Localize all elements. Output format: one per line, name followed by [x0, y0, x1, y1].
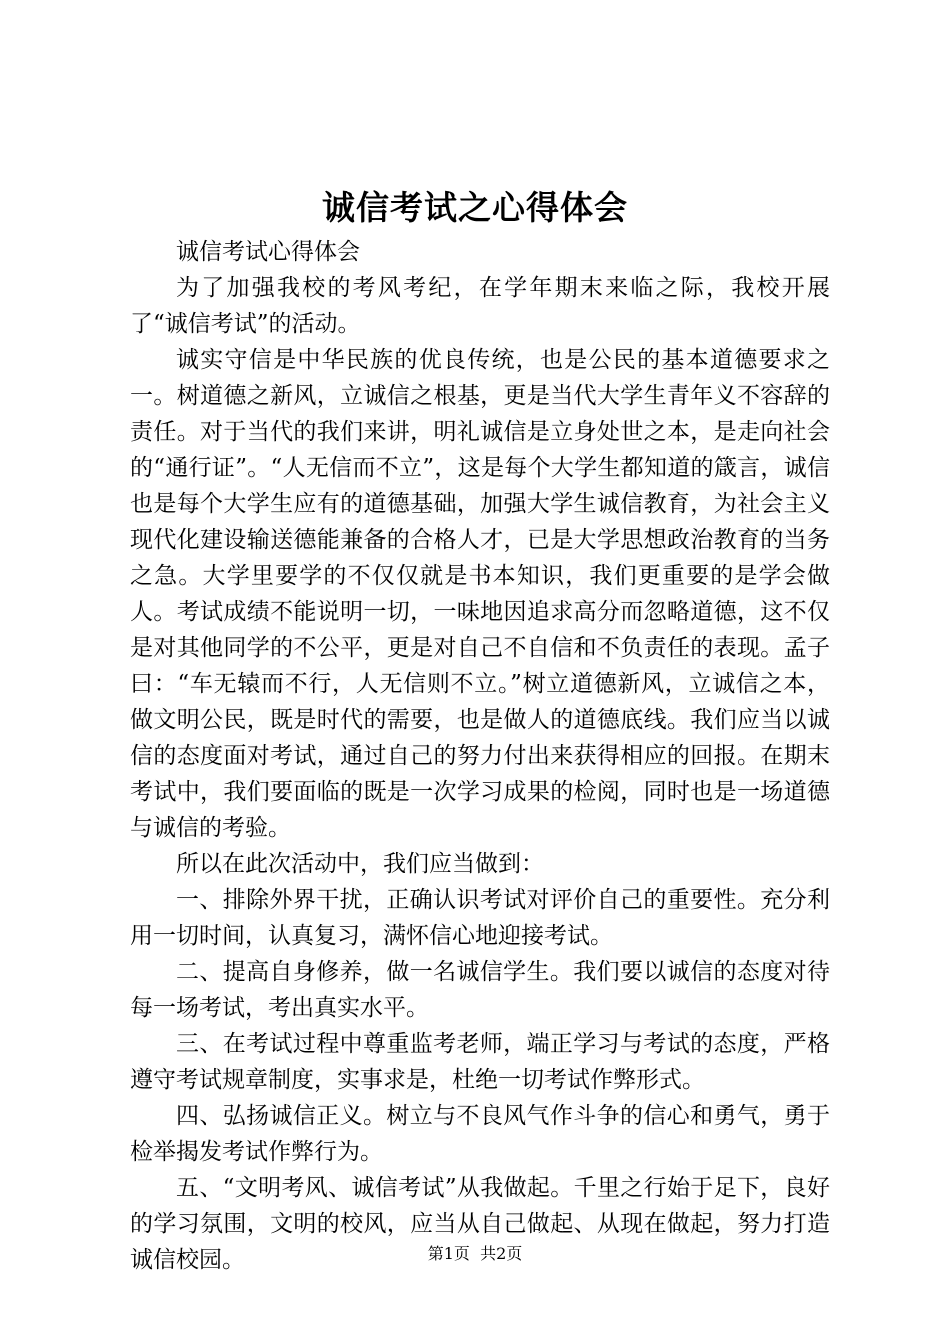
subtitle-paragraph: 诚信考试心得体会 [176, 239, 360, 265]
list-item-5: 五、“文明考风、诚信考试”从我做起。千里之行始于足下，良好的学习氛围，文明的校风，应当从自己做起、从现在做起，努力打造诚信校园。 [130, 1175, 830, 1273]
page-number: 第1页 [427, 1244, 470, 1263]
list-item-4: 四、弘扬诚信正义。树立与不良风气作斗争的信心和勇气，勇于检举揭发考试作弊行为。 [130, 1103, 830, 1165]
intro-paragraph: 为了加强我校的考风考纪，在学年期末来临之际，我校开展了“诚信考试”的活动。 [130, 275, 830, 337]
list-item-3: 三、在考试过程中尊重监考老师，端正学习与考试的态度，严格遵守考试规章制度，实事求是，杜绝一切考试作弊形式。 [130, 1031, 830, 1093]
list-item-2: 二、提高自身修养，做一名诚信学生。我们要以诚信的态度对待每一场考试，考出真实水平。 [130, 959, 830, 1021]
page-footer [0, 1242, 950, 1266]
page-total: 共2页 [480, 1244, 523, 1263]
main-paragraph: 诚实守信是中华民族的优良传统，也是公民的基本道德要求之一。树道德之新风，立诚信之根基，更是当代大学生青年义不容辞的责任。对于当代的我们来讲，明礼诚信是立身处世之本，是走向社会的“通行证”。“人无信而不立”，这是每个大学生都知道的箴言，诚信也是每个大学生应有的道德基础，加强大学生诚信教育，为社会主义现代化建设输送德能兼备的合格人才，已是大学思想政治教育的当务之急。大学里要学的不仅仅就是书本知识，我们更重要的是学会做人。考试成绩不能说明一切，一味地因追求高分而忽略道德，这不仅是对其他同学的不公平，更是对自己不自信和不负责任的表现。孟子曰：“车无辕而不行，人无信则不立。”树立道德新风，立诚信之本，做文明公民，既是时代的需要，也是做人的道德底线。我们应当以诚信的态度面对考试，通过自己的努力付出来获得相应的回报。在期末考试中，我们要面临的既是一次学习成果的检阅，同时也是一场道德与诚信的考验。 [130, 347, 830, 841]
list-item-1: 一、排除外界干扰，正确认识考试对评价自己的重要性。充分利用一切时间，认真复习，满怀信心地迎接考试。 [130, 887, 830, 949]
list-intro-paragraph: 所以在此次活动中，我们应当做到： [176, 851, 544, 877]
document-title: 诚信考试之心得体会 [322, 188, 628, 227]
document-body [130, 234, 830, 1278]
